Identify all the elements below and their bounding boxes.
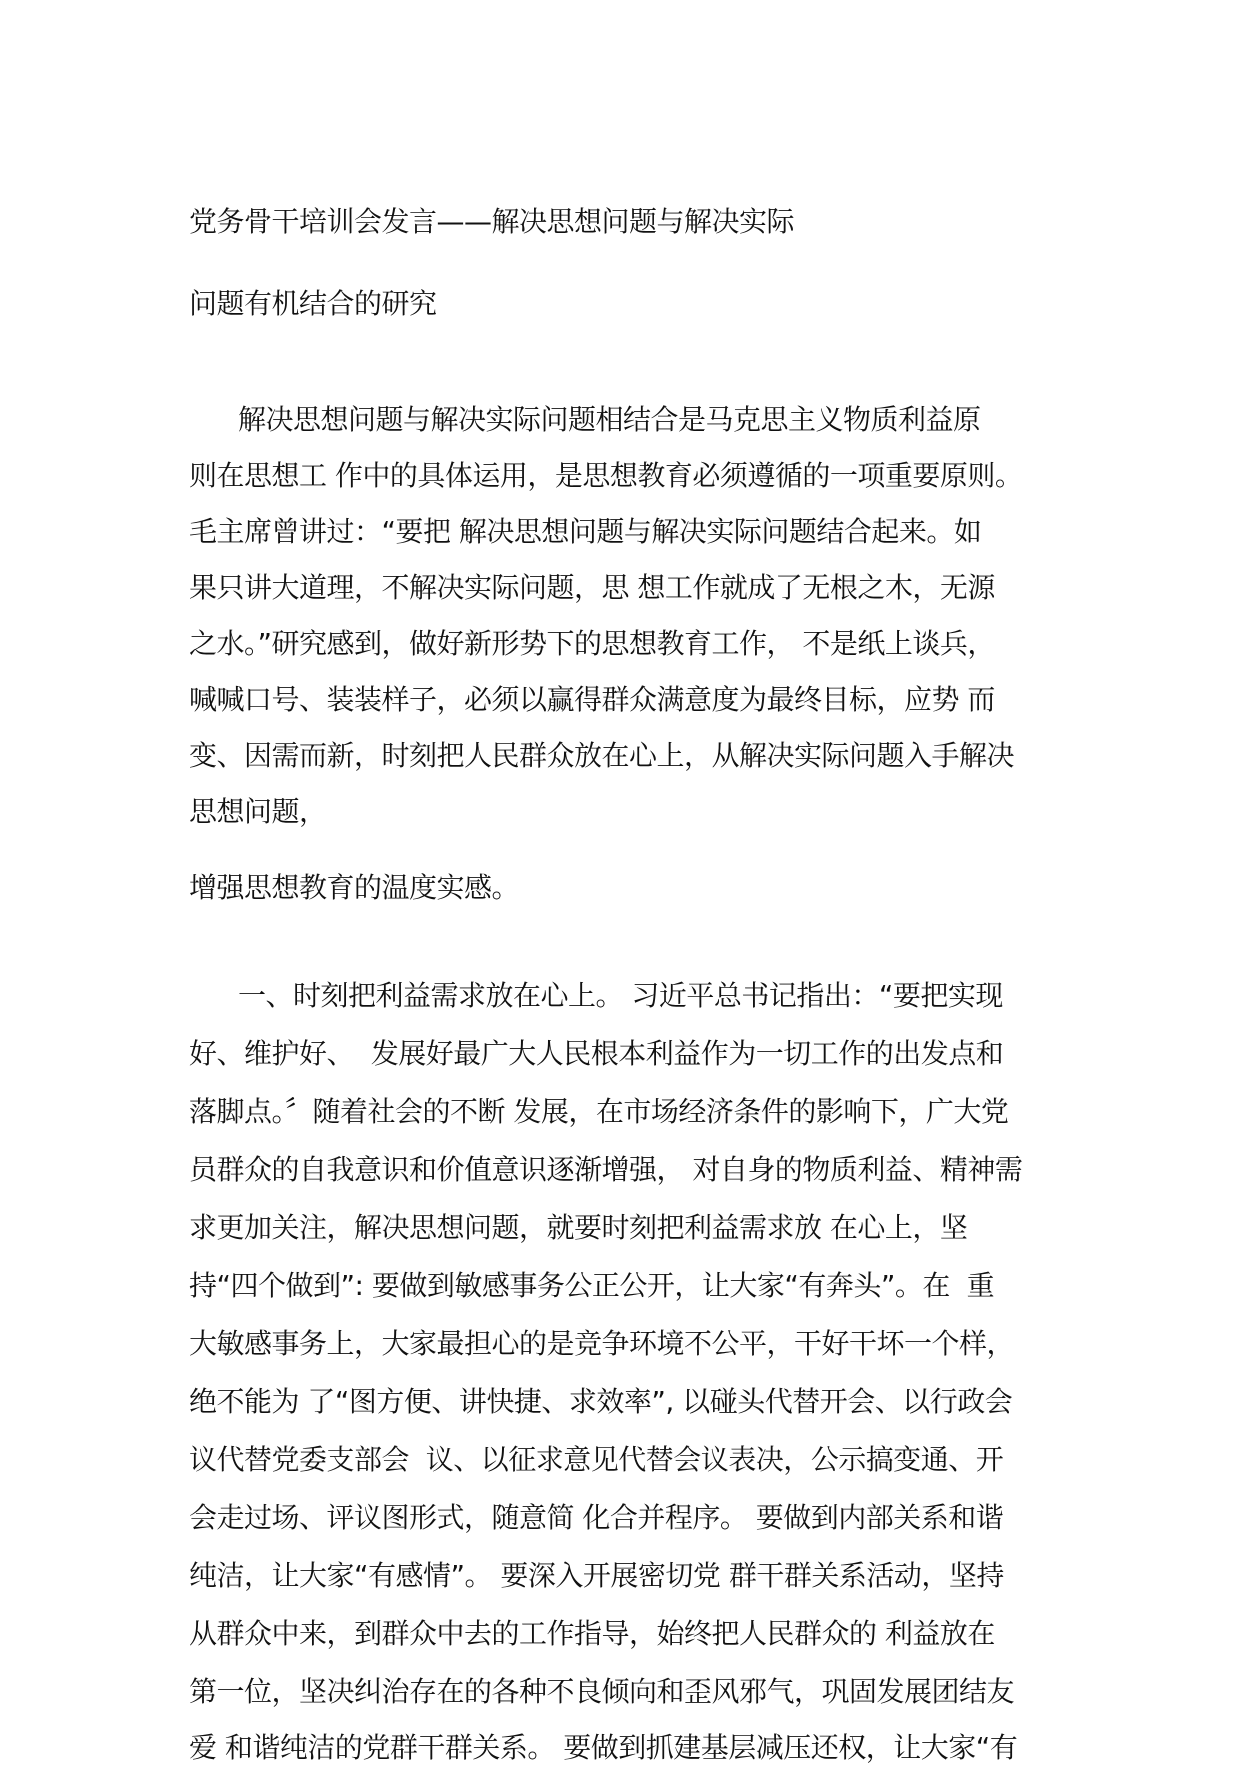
title-line-2: 问题有机结合的研究 <box>189 287 437 320</box>
body-line: 解决思想问题与解决实际问题相结合是马克思主义物质利益原 <box>238 403 981 436</box>
body-line: 喊喊口号、装装样子，必须以赢得群众满意度为最终目标，应势 而 <box>189 683 995 716</box>
title-line-1: 党务骨干培训会发言——解决思想问题与解决实际 <box>189 205 795 238</box>
body-line: 爱 和谐纯洁的党群干群关系。 要做到抓建基层减压还权，让大家“有 <box>189 1731 1018 1764</box>
body-line: 好、维护好、 发展好最广大人民根本利益作为一切工作的出发点和 <box>189 1037 1004 1070</box>
body-line: 变、因需而新，时刻把人民群众放在心上，从解决实际问题入手解决 <box>189 739 1015 772</box>
body-line: 纯洁，让大家“有感情”。 要深入开展密切党 群干群关系活动，坚持 <box>189 1559 1004 1592</box>
body-line: 持“四个做到”: 要做到敏感事务公正公开，让大家“有奔头”。在 重 <box>189 1269 995 1302</box>
body-line: 绝不能为 了“图方便、讲快捷、求效率”, 以碰头代替开会、以行政会 <box>189 1385 1013 1418</box>
body-line: 一、时刻把利益需求放在心上。 习近平总书记指出：“要把实现 <box>238 979 1003 1012</box>
body-line: 求更加关注，解决思想问题，就要时刻把利益需求放 在心上，坚 <box>189 1211 968 1244</box>
body-line: 思想问题， <box>189 795 327 828</box>
body-line: 会走过场、评议图形式，随意简 化合并程序。 要做到内部关系和谐 <box>189 1501 1004 1534</box>
body-line: 从群众中来，到群众中去的工作指导，始终把人民群众的 利益放在 <box>189 1617 995 1650</box>
body-line: 大敏感事务上，大家最担心的是竞争环境不公平，干好干坏一个样， <box>189 1327 1015 1360</box>
body-line: 果只讲大道理，不解决实际问题，思 想工作就成了无根之木，无源 <box>189 571 995 604</box>
body-line: 增强思想教育的温度实感。 <box>189 871 520 904</box>
body-line: 议代替党委支部会 议、以征求意见代替会议表决，公示搞变通、开 <box>189 1443 1004 1476</box>
body-line: 落脚点。〞随着社会的不断 发展，在市场经济条件的影响下，广大党 <box>189 1095 1009 1128</box>
body-line: 毛主席曾讲过：“要把 解决思想问题与解决实际问题结合起来。如 <box>189 515 982 548</box>
body-line: 员群众的自我意识和价值意识逐渐增强， 对自身的物质利益、精神需 <box>189 1153 1023 1186</box>
body-line: 则在思想工 作中的具体运用，是思想教育必须遵循的一项重要原则。 <box>189 459 1023 492</box>
body-line: 第一位，坚决纠治存在的各种不良倾向和歪风邪气，巩固发展团结友 <box>189 1675 1015 1708</box>
body-line: 之水。”研究感到，做好新形势下的思想教育工作， 不是纸上谈兵， <box>189 627 995 660</box>
